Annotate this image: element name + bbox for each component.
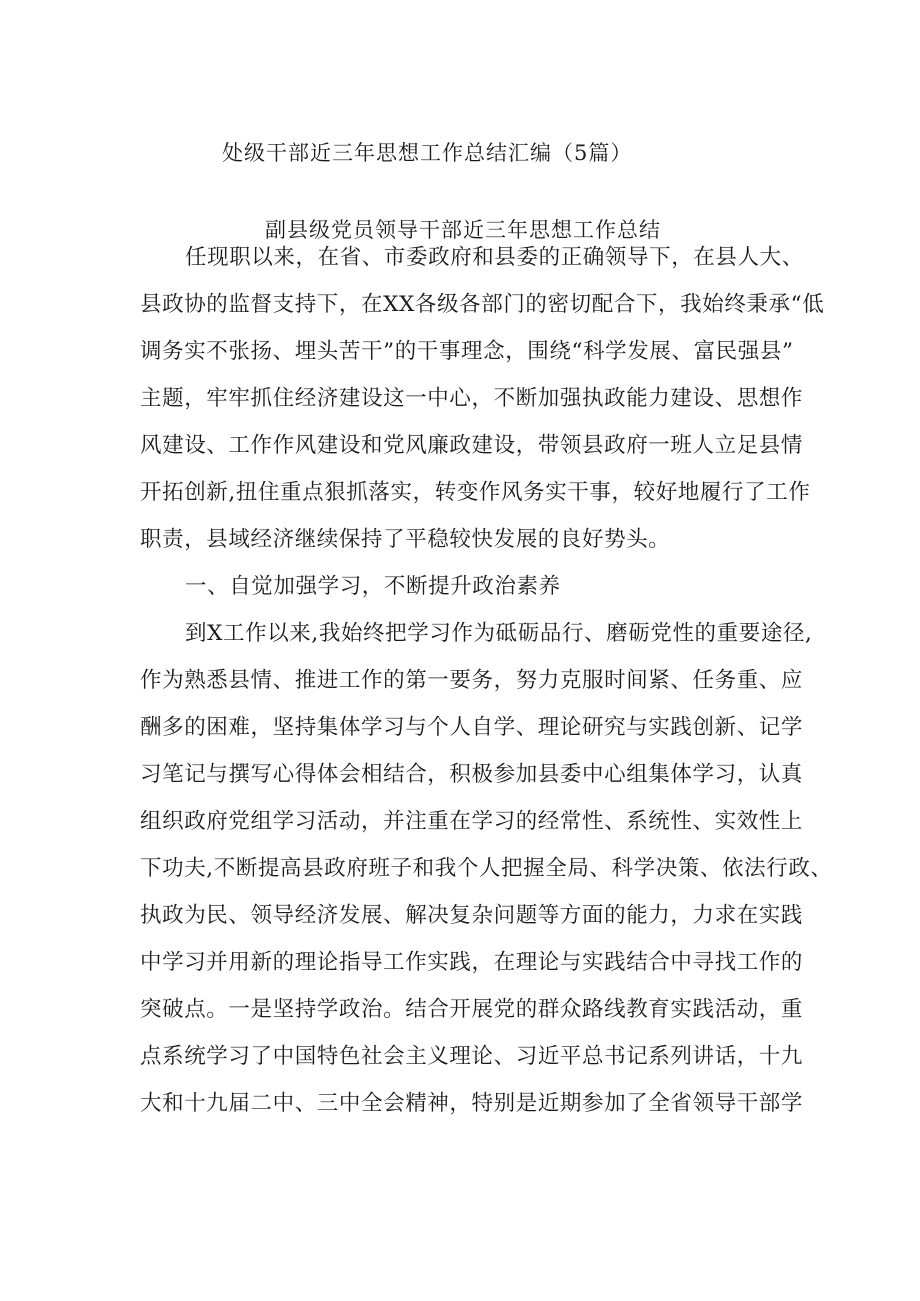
text-line: 县政协的监督支持下，在XX各级各部门的密切配合下，我始终秉承“低 bbox=[140, 292, 825, 317]
text-line: 风建设、工作作风建设和党风廉政建设，带领县政府一班人立足县情 bbox=[140, 433, 804, 458]
text-line: 大和十九届二中、三中全会精神，特别是近期参加了全省领导干部学 bbox=[140, 1091, 804, 1116]
article-title: 副县级党员领导干部近三年思想工作总结 bbox=[265, 218, 661, 242]
text-line: 中学习并用新的理论指导工作实践，在理论与实践结合中寻找工作的 bbox=[140, 950, 804, 975]
text-line: 作为熟悉县情、推进工作的第一要务，努力克服时间紧、任务重、应 bbox=[140, 668, 804, 693]
text-line: 点系统学习了中国特色社会主义理论、习近平总书记系列讲话，十九 bbox=[140, 1044, 804, 1069]
text-line: 酬多的困难，坚持集体学习与个人自学、理论研究与实践创新、记学 bbox=[140, 715, 804, 740]
text-line: 组织政府党组学习活动，并注重在学习的经常性、系统性、实效性上 bbox=[140, 809, 804, 834]
text-line: 到X工作以来,我始终把学习作为砥砺品行、磨砺党性的重要途径, bbox=[185, 621, 813, 646]
text-line: 突破点。一是坚持学政治。结合开展党的群众路线教育实践活动，重 bbox=[140, 997, 804, 1022]
text-line: 主题，牢牢抓住经济建设这一中心，不断加强执政能力建设、思想作 bbox=[140, 386, 804, 411]
text-line: 调务实不张扬、埋头苦干”的干事理念，围绕“科学发展、富民强县” bbox=[140, 339, 794, 364]
text-line: 下功夫,不断提高县政府班子和我个人把握全局、科学决策、依法行政、 bbox=[140, 856, 833, 881]
text-line: 开拓创新,扭住重点狠抓落实，转变作风务实干事，较好地履行了工作 bbox=[140, 480, 811, 505]
text-line: 执政为民、领导经济发展、解决复杂问题等方面的能力，力求在实践 bbox=[140, 903, 804, 928]
document-title: 处级干部近三年思想工作总结汇编（5篇） bbox=[222, 141, 633, 165]
text-line: 习笔记与撰写心得体会相结合，积极参加县委中心组集体学习，认真 bbox=[140, 762, 804, 787]
text-line: 职责，县域经济继续保持了平稳较快发展的良好势头。 bbox=[140, 527, 671, 552]
section-heading: 一、自觉加强学习，不断提升政治素养 bbox=[185, 574, 561, 599]
text-line: 任现职以来，在省、市委政府和县委的正确领导下，在县人大、 bbox=[185, 245, 804, 270]
